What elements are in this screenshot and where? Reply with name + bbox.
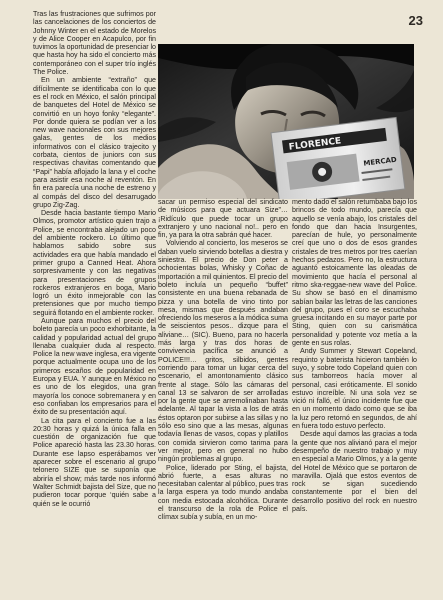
article-column-2: [158, 198, 288, 582]
article-column-1: [33, 10, 156, 592]
photo-magazine-subtitle: MERCAD: [362, 155, 398, 168]
page-number: 23: [408, 13, 423, 28]
article-paragraph: Aunque para muchos el precio del boleto parecía un poco exhorbitante, la calidad y popularidad actual del grupo llenaba cualquier duda al respecto. Police la new wave inglesa, era vigente porque actualmente ocupa uno de los primeros escaños de popularidad en Europa y EUA. Y aunque en México no es uno de los elegidos, una gran mayoría los conoce sobremanera y en eso confiaban los empresarios para el éxito de su presentación aquí.: [33, 316, 156, 417]
article-paragraph: Volviendo al concierto, los meseros se daban vuelo sirviendo botellas a diestra y siniestra. El precio de Don peter a ochocientas bolas, Whisky y Coñac de importación a mil quinientos. El precio del boleto incluía un pequeño “buffet” consistente en una buena rebanada de pizza y una botella de vino tinto por mesa, mismas que después andaban ofreciendo los meseros a la módica suma de seiscientos pesos.. dizque para el aliviane… (SIC). Bueno, para no hacerla más larga y tras dos horas de convivencia pacífica se anunció a POLICE!!!… gritos, silbidos, gentes corriendo para tomar un lugar cerca del escenario, el amontonamiento clásico frente al stage. Sólo las cámaras del canal 13 se salvaron de ser arrolladas por la gente que se arremolinaban hasta adelante. Al tapar la vista a los de atrás éstos optaron por subirse a las sillas y no sólo eso sino que a las mesas, algunas todavía llenas de vasos, copas y platillos con comida sirvieron como tarima para ver mejor, pero en general no hubo ningún problemas al grupo.: [158, 239, 288, 464]
article-paragraph: sacar un permiso especial del sindicato de músicos para que actuara Size”…¡Ridículo que puede tocar un grupo extranjero y uno nacional no!.. pero en fin, ya para la otra sabrán qué hacer.: [158, 198, 288, 240]
article-paragraph: Tras las frustraciones que sufrimos por las cancelaciones de los conciertos de Johnny Winter en el estado de Morelos y de Alice Cooper en Acapulco, por fin tuvimos la oportunidad de presenciar lo que hasta hoy ha sido el concierto más contemporáneo con el super trío inglés The Police.: [33, 10, 156, 77]
photo-magazine-title: FLORENCE: [288, 136, 342, 153]
article-paragraph: Desde hacia bastante tiempo Mario Olmos, promotor artístico quien trajo a Police, se encontraba alejado un poco del ambiente rockero. Lo último que hablamos sabido sobre sus actividades era que había mandado el primer grupo a Canned Heat. Ahora sorpresivamente y con las negativas para presentaciones de grupos rockeros extranjeros en boga, Mario logró un éxito inmejorable con las pretensiones que por mucho tiempo seguirá flotando en el ambiente rocker.: [33, 209, 156, 317]
article-column-3: [292, 198, 417, 582]
article-paragraph: Desde aquí damos las gracias a toda la gente que nos alivianó para el mejor desempeño de nuestro trabajo y muy en especial a Mario Olmos, y a la gente del Hotel de México que se portaron de maravilla. Ojalá que estos eventos de rock se sigan sucediendo constantemente por el bien del desarrollo positivo del rock en nuestro país.: [292, 430, 417, 513]
concert-photo: [158, 44, 414, 199]
man-reading-magazine-photo: [158, 44, 414, 199]
article-paragraph: En un ambiente “extraño” que difícilmente se identificaba con lo que es el rock en México, el salón principal de banquetes del Hotel de México se convirtió en un hoyo fonky “elegante”. Por donde quiera se podían ver a los new wave nacionales con sus mejores galas, gentes de los medios informativos con el clásico trajecito y corbata, cientos de juniors con sus respectivas chavitas comentando que “Papi” había aflojado la lana y el coche para asistir esa noche al reventón. En fin era parecía una noche de estreno y al compás del disco del desarrugado grupo Zig-Zag.: [33, 76, 156, 209]
article-paragraph: Andy Summer y Stewart Copeland, requinto y baterista hicieron también lo suyo, y sobre todo Copeland quien con sus tamborreos hacía mover al personal, casi eróticamente. El sonido estuvo increíble. Ni una sola vez se vició ni falló, el único incidente fue que en un momento dado como que se iba la luz pero retornó en segundos, de ahí en fuera todo estuvo perfecto.: [292, 347, 417, 431]
article-paragraph: Police, liderado por Sting, el bajista, abrió fuerte, a esas alturas no necesitaban calentar al público, pues tras la larga espera ya todo mundo andaba con media estocada alcohólica. Durante el transcurso de la rola de Police el clímax subía y subía, en un mo-: [158, 463, 288, 522]
article-paragraph: mento dado el salón retumbaba bajo los brincos de todo mundo, parecía que aquello se venía abajo, los cristales del fondo que dan hacia Insurgentes, parecían de hule, yo personalmente creí que uno o dos de esos grandes cristales de tres metros por tres caerían hechos pedazos. Pero no, la estructura aguantó estoicamente las oleadas de movimiento que hacía el personal al ritmo ska-reggae-new wave del Police. Su show se basó en el dinamismo sabían bailar las letras de las canciones del grupo, pues el coro se escuchaba gruesa incitando en su mayor parte por Sting, quien con su carismática personalidad y potente voz metía a la gente en sus rolas.: [292, 198, 417, 348]
article-paragraph: La cita para el concierto fue a las 20:30 horas y quizá la única falla en cuestión de organización fue que Police apareció hasta las 23.30 horas. Durante ese lapso esperábamos ver aparecer sobre el escenario al grupo telonero SIZE que se suponía que abriría el show; más tarde nos informó Walter Schmidt bajista del Size, que no pudieron tocar porque ‘quién sabe a quién se le ocurrió: [33, 416, 156, 508]
